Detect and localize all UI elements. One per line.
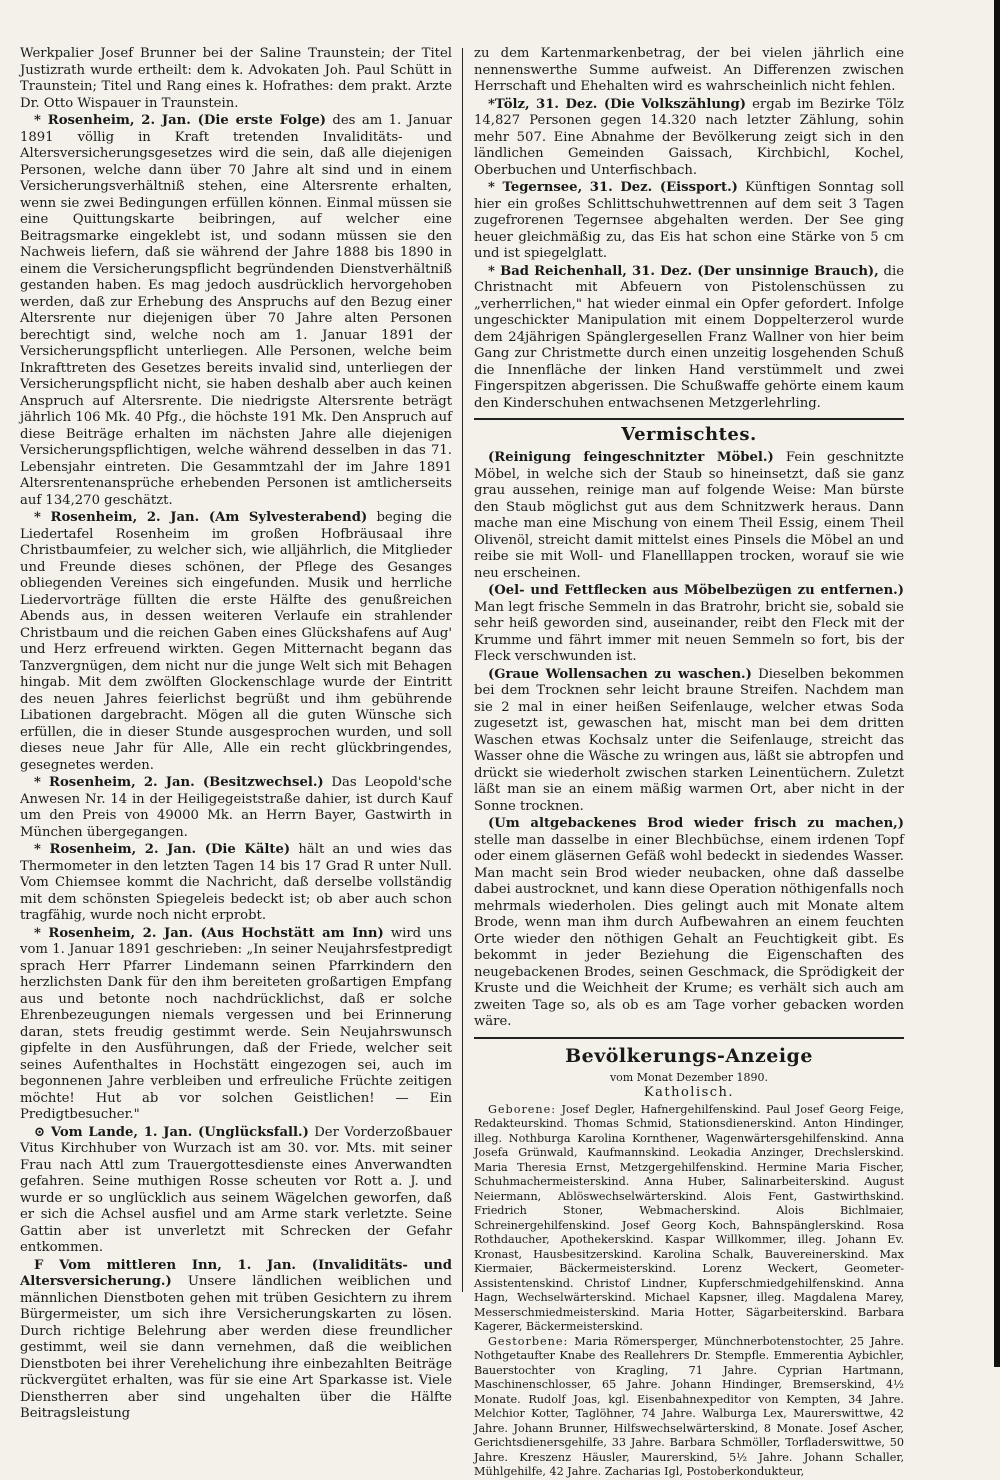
article-text: Unsere ländlichen weiblichen und männlichen Dienstboten gehen mit trüben Gesichtern zu ihrem Bürgermeister, um sich ihre Versicherungskarten zu lösen. Durch richtige Belehrung aber werden diese freundlicher gestimmt, weil sie dann vernehmen, daß die weiblichen Dienstboten bei ihrer Verehelichung ihre einbezahlten Beiträge rückvergütet erhalten, was für sie eine Art Sparkasse ist. Viele Dienstherren aber sind ungehalten über die Hälfte Beitragsleistung <box>20 1274 452 1421</box>
article-heading: * Bad Reichenhall, 31. Dez. (Der unsinnige Brauch), <box>488 263 879 279</box>
article-rosenheim-sylvesterabend <box>20 510 452 774</box>
tip-heading: (Oel- und Fettflecken aus Möbelbezügen zu entfernen.) <box>488 583 904 598</box>
tip-heading: (Um altgebackenes Brod wieder frisch zu machen,) <box>488 816 904 831</box>
article-text: beging die Liedertafel Rosenheim im großen Hofbräusaal ihre Christbaumfeier, zu welcher sich, wie alljährlich, die Mitglieder und Freunde dieses schönen, der Pflege des Gesanges obliegenden Vereines sich eingefunden. Musik und herrliche Liedervorträge füllten die erste Hälfte des genußreichen Abends aus, in dessen weiteren Verlaufe ein strahlender Christbaum und die reichen Gaben eines Glückshafens auf Aug' und Herz erfreuend wirkten. Gegen Mitternacht begann das Tanzvergnügen, dem nicht nur die junge Welt sich mit Behagen hingab. Mit dem zwölften Glockenschlage wurde der Eintritt des neuen Jahres feierlichst begrüßt und ihm gebührende Libationen dargebracht. Mögen all die guten Wünsche sich erfüllen, die in dieser Stunde ausgesprochen wurden, und soll dieses neue Jahr für Alle, Alle ein recht glückbringendes, gesegnetes werden. <box>20 510 452 773</box>
article-vom-mittleren-inn <box>20 1258 452 1423</box>
births-label: Geborene: <box>488 1102 557 1116</box>
births-text: Josef Degler, Hafnergehilfenskind. Paul Josef Georg Feige, Redakteurskind. Thomas Schmid, Stationsdienerskind. Anton Hindinger, illeg. Nothburga Karolina Kornthener, Wagenwärtersgehilfenskind. Anna Josefa Grünwald, Kaufmannskind. Leokadia Anzinger, Drechslerskind. Maria Theresia Ernst, Metzgergehilfenskind. Hermine Maria Fischer, Schuhmachermeisterskind. Anna Huber, Salinarbeiterskind. August Neiermann, Ablöswechselwärterskind. Alois Fent, Gastwirthskind. Friedrich Stoner, Webmacherskind. Alois Bichlmaier, Schreinergehilfenskind. Josef Georg Koch, Bahnspänglerskind. Rosa Rothdaucher, Apothekerskind. Kaspar Willkommer, illeg. Johann Ev. Kronast, Hausbesitzerskind. Karolina Schalk, Bauvereinerskind. Max Kiermaier, Bäckermeisterskind. Lorenz Weckert, Geometer-Assistentenskind. Christof Lindner, Kupferschmiedgehilfenskind. Anna Hagn, Wechselwärterskind. Michael Kapsner, illeg. Magdalena Marey, Messerschmiedmeisterskind. Maria Hotter, Sägarbeiterskind. Barbara Kagerer, Bäckermeisterskind. <box>474 1102 904 1333</box>
article-heading: F Vom mittleren Inn, 1. Jan. (Invaliditäts- und Altersversicherung.) <box>20 1257 452 1289</box>
tip-text: Man legt frische Semmeln in das Bratrohr, bricht sie, sobald sie sehr heiß geworden sind, auseinander, reibt den Fleck mit der Krumme und fährt immer mit neuen Semmeln so fort, bis der Fleck verschwunden ist. <box>474 599 904 664</box>
article-heading: * Rosenheim, 2. Jan. (Aus Hochstätt am Inn) <box>34 925 384 941</box>
tip-wollensachen <box>474 667 904 816</box>
article-text: ergab im Bezirke Tölz 14,827 Personen gegen 14.320 nach letzter Zählung, sohin mehr 507. Eine Abnahme der Bevölkerung zeigt sich in den ländlichen Gemeinden Gaissach, Kirchbichl, Kochel, Oberbuchen und Unterfischbach. <box>474 96 905 178</box>
article-text: wird uns vom 1. Januar 1891 geschrieben: „In seiner Neujahrsfestpredigt sprach Herr Pfarrer Lindemann seinen Pfarrkindern den herzlichsten Dank für den ihm bereiteten großartigen Empfang aus und betonte noch nachdrücklichst, daß er solche Ehrenbezeugungen niemals vergessen und bei Erinnerung daran, stets freudig gestimmt werde. Sein Neujahrswunsch gipfelte in den Ausführungen, daß der Friede, welcher seit seines Aufenthaltes in Hochstätt eingezogen sei, auch im begonnenen Jahre verbleiben und erfreuliche Früchte zeitigen möchte! Hut ab vor solchen Geistlichen! — Ein Predigtbesucher." <box>20 925 453 1122</box>
tip-brod <box>474 816 904 1031</box>
left-column <box>20 46 453 1421</box>
article-text: zu dem Kartenmarkenbetrag, der bei vielen jährlich eine nennenswerthe Summe aufweist. An Differenzen zwischen Herrschaft und Ehehalten wird es wahrscheinlich nicht fehlen. <box>474 46 904 94</box>
article-tegernsee <box>474 180 904 263</box>
article-text: Künftigen Sonntag soll hier ein großes Schlittschuhwettrennen auf dem seit 3 Tagen zugefrorenen Tegernsee abgehalten werden. Der See ging heuer gleichmäßig zu, das Eis hat schon eine Stärke von 5 cm und ist spiegelglatt. <box>474 180 905 261</box>
article-heading: ⊙ Vom Lande, 1. Jan. (Unglücksfall.) <box>34 1124 309 1140</box>
article-rosenheim-erste-folge <box>20 113 452 509</box>
page-edge <box>994 0 1000 1367</box>
article-toelz <box>474 97 904 180</box>
article-continuation <box>474 46 904 96</box>
section-title-bevoelkerung: Bevölkerungs-Anzeige <box>565 1044 813 1067</box>
article-text: Das Leopold'sche Anwesen Nr. 14 in der Heiligegeiststraße dahier, ist durch Kauf um den Preis von 49000 Mk. an Herrn Bayer, Gastwirth in München übergegangen. <box>20 775 452 840</box>
column-divider <box>462 48 463 1292</box>
section-title-vermischtes: Vermischtes. <box>621 424 757 445</box>
deaths-label: Gestorbene: <box>488 1334 569 1348</box>
article-bad-reichenhall <box>474 264 904 413</box>
article-heading: * Rosenheim, 2. Jan. (Die erste Folge) <box>34 113 326 128</box>
tip-text: Fein geschnitzte Möbel, in welche sich der Staub so hineinsetzt, daß sie ganz grau aussehen, reinige man auf folgende Weise: Man bürste den Staub möglichst gut aus dem Schnitzwerk heraus. Dann mache man eine Mischung von einem Theil Essig, einem Theil Olivenöl, streicht damit mittelst eines Pinsels die Möbel an und reibe sie mit Woll- und Flanelllappen trocken, worauf sie wie neu erscheinen. <box>474 450 904 581</box>
article-appointments <box>20 46 452 112</box>
tip-text: Dieselben bekommen bei dem Trocknen sehr leicht braune Streifen. Nachdem man sie 2 mal in einer heißen Seifenlauge, welcher etwas Soda zugesetzt ist, gewaschen hat, mischt man bei dem dritten Waschen etwas Kochsalz unter die Seifenlauge, streicht das Wasser ohne die Wäsche zu wringen aus, läßt sie abtropfen und drückt sie wiederholt zwischen starken Leinentüchern. Zuletzt läßt man sie an einem mäßig warmen Ort, aber nicht in der Sonne trocknen. <box>474 666 904 814</box>
article-heading: * Tegernsee, 31. Dez. (Eissport.) <box>488 180 738 195</box>
deaths-list <box>474 1335 904 1480</box>
tip-moebel <box>474 450 904 582</box>
article-rosenheim-besitzwechsel <box>20 775 452 841</box>
article-text: die Christnacht mit Abfeuern von Pistolenschüssen zu „verherrlichen," hat wieder einmal ein Opfer gefordert. Infolge ungeschickter Manipulation mit einem Doppelterzerol wurde dem 24jährigen Spänglergesellen Franz Wallner von hier beim Gang zur Christmette durch einen unzeitig losgehenden Schuß die Innenfläche der linken Hand verstümmelt und zwei Fingerspitzen abgerissen. Die Schußwaffe gehörte einem kaum den Kinderschuhen entwachsenen Metzgerlehrling. <box>474 263 904 411</box>
article-text: des am 1. Januar 1891 völlig in Kraft tretenden Invaliditäts- und Altersversicherungsgesetzes wird die sein, daß alle diejenigen Personen, welche dann über 70 Jahre alt sind und in einem Versicherungsverhältniß stehen, eine Altersrente erhalten, wenn sie zwei Bedingungen erfüllen können. Einmal müssen sie eine Quittungskarte beibringen, auf welcher eine Beitragsmarke eingeklebt ist, und sodann müssen sie den Nachweis liefern, daß sie während der Jahre 1888 bis 1890 in einem die Versicherungspflicht begründenden Dienstverhältniß gestanden haben. Es mag jedoch ausdrücklich hervorgehoben werden, daß zur Erhebung des Anspruchs auf den Bezug einer Altersrente nur diejenigen über 70 Jahre alten Personen berechtigt sind, welche noch am 1. Januar 1891 der Versicherungspflicht unterliegen. Alle Personen, welche beim Inkrafttreten des Gesetzes bereits invalid sind, unterliegen der Versicherungspflicht nicht, sie haben deshalb aber auch keinen Anspruch auf Altersrente. Die niedrigste Altersrente beträgt jährlich 106 Mk. 40 Pfg., die höchste 191 Mk. Den Anspruch auf diese Beiträge erhalten im nächsten Jahre alle diejenigen Versicherungspflichtigen, welche während desselben in das 71. Lebensjahr eintreten. Die Gesammtzahl der im Jahre 1891 Altersrentenansprüche erhebenden Personen ist amtlicherseits auf 134,270 geschätzt. <box>20 113 452 508</box>
tip-text: stelle man dasselbe in einer Blechbüchse, einem irdenen Topf oder einem gläsernen Gefäß wohl bedeckt in siedendes Wasser. Man macht sein Brod wieder neubacken, ohne daß dasselbe dabei austrocknet, und kann diese Operation nöthigenfalls noch mehrmals wiederholen. Dies gelingt auch mit Monate altem Brode, wenn man ihm durch Aufbewahren an einem feuchten Orte wieder den nöthigen Gehalt an Feuchtigkeit gibt. Es bekommt in jeder Beziehung die Eigenschaften des neugebackenen Brodes, seinen Geschmack, die Sprödigkeit der Kruste und die Weichheit der Krume; es verhält sich auch am zweiten Tage so, als ob es am Tage vorher gebacken worden wäre. <box>474 832 904 1029</box>
article-heading: * Rosenheim, 2. Jan. (Besitzwechsel.) <box>34 775 324 790</box>
births-list <box>474 1103 904 1335</box>
tip-heading: (Graue Wollensachen zu waschen.) <box>488 666 752 682</box>
tip-fettflecken <box>474 583 904 666</box>
article-vom-lande <box>20 1125 452 1257</box>
article-text: Werkpalier Josef Brunner bei der Saline Traunstein; der Titel Justizrath wurde ertheilt: dem k. Advokaten Joh. Paul Schütt in Traunstein; Titel und Rang eines k. Hofrathes: dem prakt. Arzte Dr. Otto Wispauer in Traunstein. <box>20 46 452 111</box>
deaths-text: Maria Römersperger, Münchnerbotenstochter, 25 Jahre. Nothgetaufter Knabe des Reallehrers Dr. Stempfle. Emmerentia Aybichler, Bauerstochter von Kragling, 71 Jahre. Cyprian Hartmann, Maschinenschlosser, 65 Jahre. Johann Hindinger, Bremserskind, 4½ Monate. Rudolf Joas, kgl. Eisenbahnexpeditor von Kempten, 34 Jahre. Melchior Kotter, Taglöhner, 74 Jahre. Walburga Lex, Maurerswittwe, 42 Jahre. Johann Brunner, Hilfswechselwärterskind, 8 Monate. Josef Ascher, Gerichtsdienersgehilfe, 33 Jahre. Barbara Schmöller, Torfladerswittwe, 50 Jahre. Kreszenz Häusler, Maurerskind, 5½ Jahre. Johann Schaller, Mühlgehilfe, 42 Jahre. Zacharias Igl, Postoberkondukteur, <box>474 1334 904 1478</box>
right-column <box>474 46 905 1478</box>
article-rosenheim-kaelte <box>20 842 452 925</box>
article-text: hält an und wies das Thermometer in den letzten Tagen 14 bis 17 Grad R unter Null. Vom Chiemsee kommt die Nachricht, daß derselbe vollständig mit dem schönsten Spiegeleis bedeckt ist; ob aber auch schon tragfähig, wurde noch nicht erprobt. <box>20 842 453 923</box>
section-rule <box>474 1037 904 1039</box>
article-rosenheim-hochstaett <box>20 926 452 1124</box>
section-rule <box>474 418 904 420</box>
section-subtitle-confession: Katholisch. <box>643 1084 735 1100</box>
article-heading: * Rosenheim, 2. Jan. (Am Sylvesterabend) <box>34 510 368 525</box>
article-text: Der Vorderzoßbauer Vitus Kirchhuber von Wurzach ist am 30. vor. Mts. mit seiner Frau nach Attl zum Trauergottesdienste eines Anverwandten gefahren. Seine muthigen Rosse scheuten vor Rott a. J. und wurde er so unglücklich aus seinem Wägelchen geworfen, daß er sich die Achsel ausfiel und am Arme stark verletzte. Seine Gattin aber ist unverletzt mit Schrecken der Gefahr entkommen. <box>20 1124 453 1255</box>
article-heading: *Tölz, 31. Dez. (Die Volkszählung) <box>488 96 747 112</box>
tip-heading: (Reinigung feingeschnitzter Möbel.) <box>488 450 774 465</box>
article-heading: * Rosenheim, 2. Jan. (Die Kälte) <box>34 842 291 857</box>
section-subtitle-month: vom Monat Dezember 1890. <box>609 1070 769 1084</box>
